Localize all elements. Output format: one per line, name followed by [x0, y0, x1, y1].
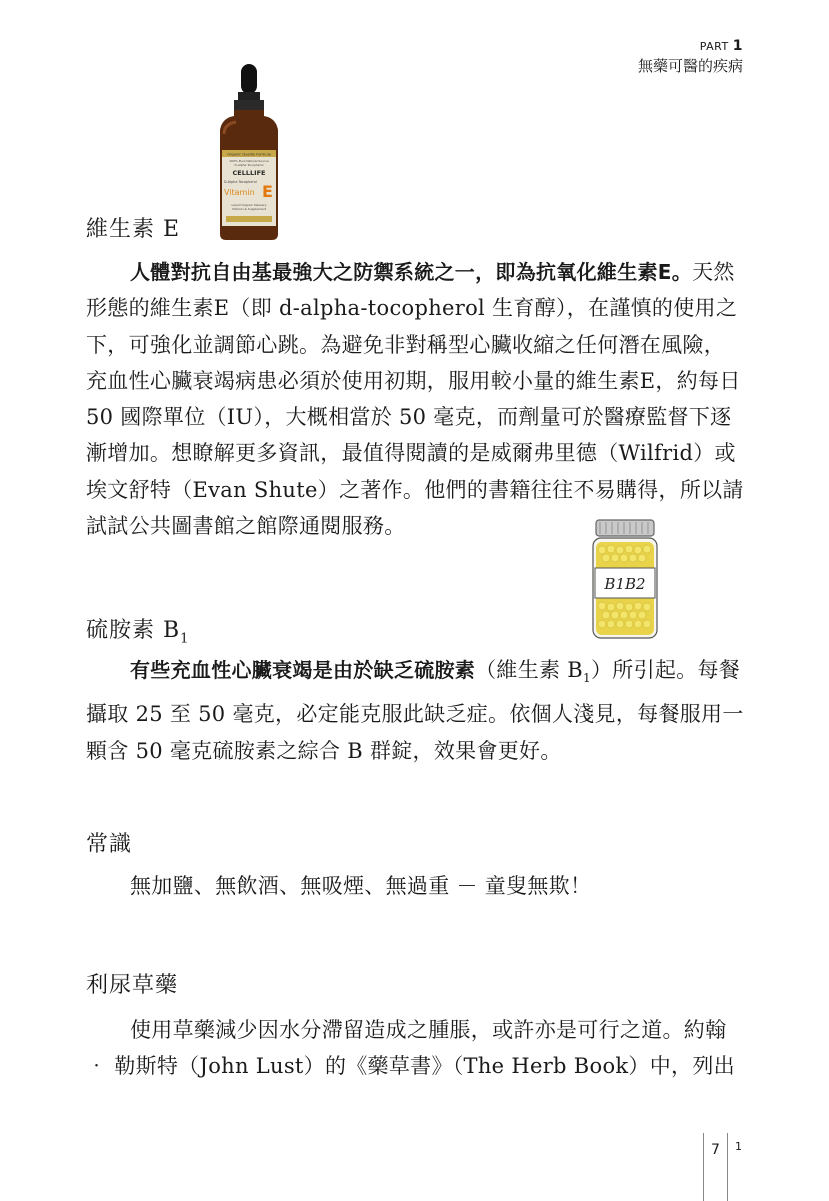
vitamin-e-bottle-image	[218, 64, 280, 240]
part-number: 1	[732, 38, 743, 54]
section-title-common-sense: 常識	[86, 832, 133, 857]
page-number: 7	[711, 1142, 720, 1158]
common-sense-paragraph: 無加鹽、無飲酒、無吸煙、無過重 － 童叟無欺！	[130, 874, 592, 898]
section-title-vitamin-e: 維生素 E	[86, 217, 181, 242]
running-header	[638, 38, 743, 76]
chapter-title: 無藥可醫的疾病	[637, 57, 743, 75]
bottle-label-line4: D-Alpha Tocopherol	[224, 180, 257, 184]
bottle-label-line1: Organic Quality Formula	[227, 152, 271, 157]
part-label: PART 1	[699, 38, 743, 54]
bottle-brand: CELLLIFE	[232, 169, 266, 177]
thiamine-paragraph	[86, 652, 746, 769]
bottle-product-letter: E	[262, 182, 273, 201]
bottle-product: Vitamin	[224, 188, 255, 197]
bottle-label-line2: 100% Pure Natural Source	[229, 159, 269, 163]
section-title-diuretic-herbs: 利尿草藥	[86, 973, 179, 998]
bottle-label-line3: D-Alpha Tocopherol	[234, 163, 264, 167]
thiamine-body: 每餐攝取 25 至 50 毫克，必定能克服此缺乏症。依個人淺見，每餐服用一顆含 50 毫克硫胺素之綜合 B 群錠，效果會更好。	[86, 658, 744, 763]
thiamine-paren: （維生素 $B_1$）所引起。	[475, 658, 698, 686]
thiamine-lead-sentence: 有些充血性心臟衰竭是由於缺乏硫胺素	[130, 658, 476, 682]
vitamin-e-body: 天然形態的維生素E（即 d-alpha-tocopherol 生育醇），在謹慎的使用之下，可強化並調節心跳。為避免非對稱型心臟收縮之任何潛在風險，充血性心臟衰竭病患必須於使用初期，服用較小量的維生素E，約每日 50 國際單位（IU），大概相當於 50 毫克，而劑量可於醫療監督下逐漸增加。想瞭解更多資訊，最值得閱讀的是威爾弗里德（Wilfrid）或埃文舒特（Evan Shute）之著作。他們的書籍往往不易購得，所以請試試公共圖書館之館際通閱服務。	[86, 260, 744, 539]
jar-label: B1B2	[604, 575, 646, 593]
bottle-label-line5: Liquid Organic Delivery	[231, 203, 267, 207]
diuretic-herbs-paragraph: 使用草藥減少因水分滯留造成之腫脹，或許亦是可行之道。約翰 ‧ 勒斯特（John Lust）的《藥草書》（The Herb Book）中，列出	[86, 1018, 735, 1079]
vitamin-e-paragraph	[86, 254, 746, 544]
footer-divider-left	[703, 1133, 704, 1201]
bottle-label-line6: Vitamin & Supplement	[232, 207, 266, 211]
vitamin-e-lead-sentence: 人體對抗自由基最強大之防禦系統之一，即為抗氧化維生素E。	[130, 260, 693, 284]
b1b2-pill-jar-image	[590, 518, 660, 640]
section-title-thiamine: 硫胺素 $B_1$	[86, 618, 190, 647]
footer-divider-right	[727, 1133, 728, 1201]
page-sub-number: 1	[735, 1140, 742, 1153]
